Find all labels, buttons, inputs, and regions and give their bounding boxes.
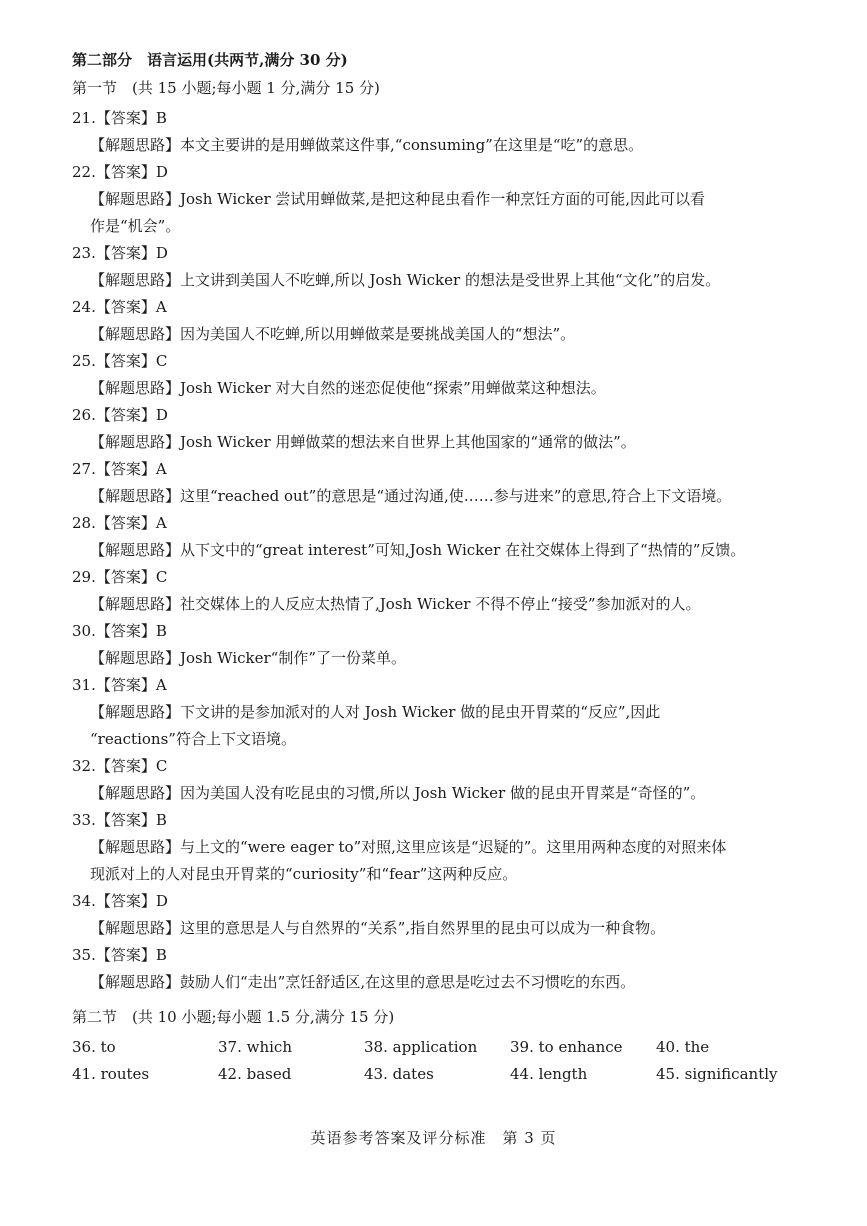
explanation-line: 【解题思路】Josh Wicker“制作”了一份菜单。 xyxy=(90,649,406,667)
answer-explanation xyxy=(90,699,807,753)
explanation-line: 【解题思路】上文讲到美国人不吃蝉,所以 Josh Wicker 的想法是受世界上其他“文化”的启发。 xyxy=(90,271,721,289)
fill-answer-grid xyxy=(72,1034,802,1088)
fill-answer: 42. based xyxy=(218,1065,292,1083)
explanation-line: 【解题思路】下文讲的是参加派对的人对 Josh Wicker 做的昆虫开胃菜的“反应”,因此 xyxy=(90,703,661,721)
answer-explanation xyxy=(90,780,807,807)
fill-row xyxy=(72,1061,802,1088)
explanation-line: 【解题思路】因为美国人没有吃昆虫的习惯,所以 Josh Wicker 做的昆虫开胃菜是“奇怪的”。 xyxy=(90,784,706,802)
fill-answer: 41. routes xyxy=(72,1065,150,1083)
answer-explanation xyxy=(90,537,807,564)
answer-label: 33.【答案】B xyxy=(72,811,167,829)
answer-explanation xyxy=(90,375,807,402)
answer-item xyxy=(72,618,807,672)
answer-explanation xyxy=(90,186,807,240)
answer-item xyxy=(72,456,807,510)
fill-answer: 36. to xyxy=(72,1038,116,1056)
explanation-line: 【解题思路】社交媒体上的人反应太热情了,Josh Wicker 不得不停止“接受”参加派对的人。 xyxy=(90,595,701,613)
answer-item xyxy=(72,564,807,618)
answer-item xyxy=(72,240,807,294)
explanation-line: 【解题思路】因为美国人不吃蝉,所以用蝉做菜是要挑战美国人的“想法”。 xyxy=(90,325,576,343)
answer-item xyxy=(72,888,807,942)
fill-answer: 43. dates xyxy=(364,1065,434,1083)
explanation-line: 【解题思路】本文主要讲的是用蝉做菜这件事,“consuming”在这里是“吃”的意思。 xyxy=(90,136,644,154)
explanation-line: 作是“机会”。 xyxy=(90,217,181,235)
explanation-line: 【解题思路】这里的意思是人与自然界的“关系”,指自然界里的昆虫可以成为一种食物。 xyxy=(90,919,666,937)
answer-label: 30.【答案】B xyxy=(72,622,167,640)
explanation-line: 【解题思路】从下文中的“great interest”可知,Josh Wicker 在社交媒体上得到了“热情的”反馈。 xyxy=(90,541,746,559)
fill-answer: 40. the xyxy=(656,1038,710,1056)
explanation-line: “reactions”符合上下文语境。 xyxy=(90,730,296,748)
fill-answer: 39. to enhance xyxy=(510,1038,623,1056)
section1-title: 第一节 (共 15 小题;每小题 1 分,满分 15 分) xyxy=(72,79,380,97)
answer-item xyxy=(72,753,807,807)
answer-label: 22.【答案】D xyxy=(72,163,168,181)
answer-label: 34.【答案】D xyxy=(72,892,168,910)
fill-answer: 37. which xyxy=(218,1038,292,1056)
answer-label: 35.【答案】B xyxy=(72,946,167,964)
explanation-line: 【解题思路】与上文的“were eager to”对照,这里应该是“迟疑的”。这里用两种态度的对照来体 xyxy=(90,838,727,856)
fill-answer: 38. application xyxy=(364,1038,478,1056)
answer-item xyxy=(72,510,807,564)
answer-explanation xyxy=(90,834,807,888)
answer-item xyxy=(72,348,807,402)
answer-explanation xyxy=(90,591,807,618)
answer-label: 27.【答案】A xyxy=(72,460,167,478)
explanation-line: 【解题思路】Josh Wicker 尝试用蝉做菜,是把这种昆虫看作一种烹饪方面的可能,因此可以看 xyxy=(90,190,705,208)
answer-item xyxy=(72,672,807,753)
answer-label: 25.【答案】C xyxy=(72,352,168,370)
fill-answer: 45. significantly xyxy=(656,1065,778,1083)
answer-explanation xyxy=(90,132,807,159)
explanation-line: 现派对上的人对昆虫开胃菜的“curiosity”和“fear”这两种反应。 xyxy=(90,865,518,883)
fill-answer: 44. length xyxy=(510,1065,588,1083)
answer-explanation xyxy=(90,483,807,510)
part-title: 第二部分 语言运用(共两节,满分 30 分) xyxy=(72,51,348,69)
answer-explanation xyxy=(90,969,807,996)
answer-label: 24.【答案】A xyxy=(72,298,167,316)
explanation-line: 【解题思路】鼓励人们“走出”烹饪舒适区,在这里的意思是吃过去不习惯吃的东西。 xyxy=(90,973,636,991)
answer-explanation xyxy=(90,321,807,348)
answer-label: 29.【答案】C xyxy=(72,568,168,586)
answer-label: 21.【答案】B xyxy=(72,109,167,127)
fill-row xyxy=(72,1034,802,1061)
explanation-line: 【解题思路】Josh Wicker 对大自然的迷恋促使他“探索”用蝉做菜这种想法。 xyxy=(90,379,606,397)
answer-item xyxy=(72,807,807,888)
answer-item xyxy=(72,159,807,240)
answer-explanation xyxy=(90,267,807,294)
answer-list xyxy=(72,105,807,996)
answer-item xyxy=(72,942,807,996)
answer-explanation xyxy=(90,915,807,942)
explanation-line: 【解题思路】Josh Wicker 用蝉做菜的想法来自世界上其他国家的“通常的做法”。 xyxy=(90,433,636,451)
answer-item xyxy=(72,402,807,456)
answer-item xyxy=(72,105,807,159)
answer-item xyxy=(72,294,807,348)
answer-explanation xyxy=(90,429,807,456)
answer-explanation xyxy=(90,645,807,672)
explanation-line: 【解题思路】这里“reached out”的意思是“通过沟通,使……参与进来”的意思,符合上下文语境。 xyxy=(90,487,732,505)
section2-title: 第二节 (共 10 小题;每小题 1.5 分,满分 15 分) xyxy=(72,1008,395,1026)
answer-label: 31.【答案】A xyxy=(72,676,167,694)
answer-label: 28.【答案】A xyxy=(72,514,167,532)
answer-label: 23.【答案】D xyxy=(72,244,168,262)
page-footer: 英语参考答案及评分标准 第 3 页 xyxy=(310,1129,557,1147)
answer-label: 26.【答案】D xyxy=(72,406,168,424)
answer-label: 32.【答案】C xyxy=(72,757,168,775)
